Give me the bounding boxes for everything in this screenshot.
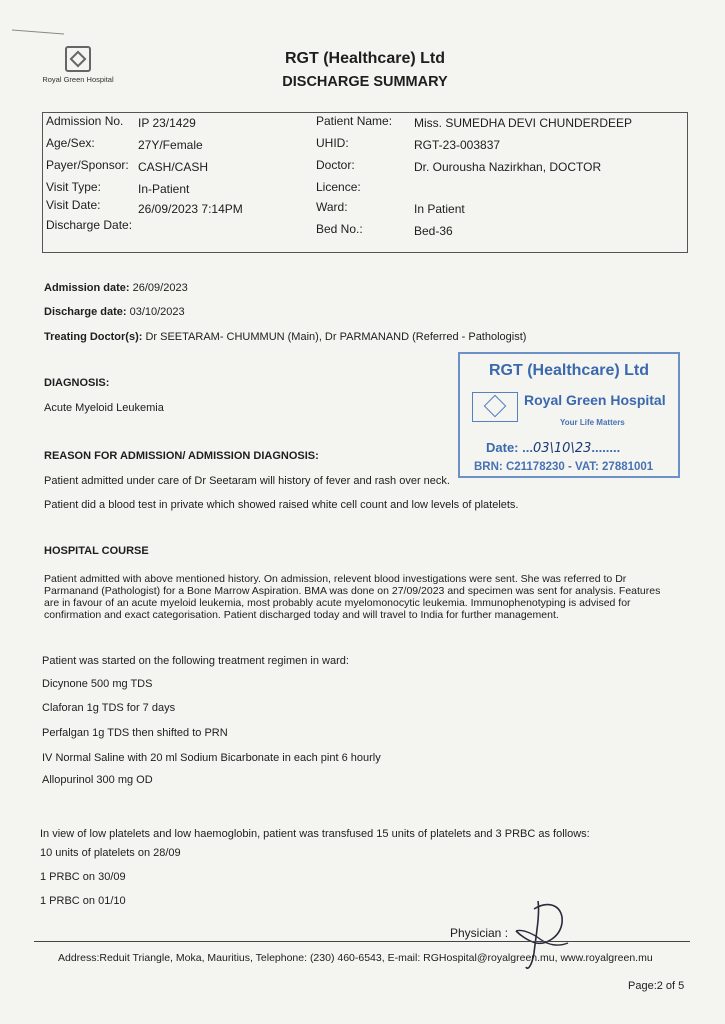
- stamp-brn-vat: BRN: C21178230 - VAT: 27881001: [474, 461, 654, 473]
- treatment-item: Claforan 1g TDS for 7 days: [42, 702, 176, 714]
- value-admission-no: IP 23/1429: [138, 116, 196, 130]
- transfusion-item: 1 PRBC on 30/09: [40, 871, 126, 883]
- value-age-sex: 27Y/Female: [138, 138, 203, 152]
- stamp-tagline: Your Life Matters: [560, 418, 625, 427]
- footer-divider: [34, 941, 690, 942]
- treating-doctors-row: [44, 331, 526, 343]
- hospital-course-line: Patient admitted with above mentioned history. On admission, relevent blood investigations were sent. She was referred to Dr: [44, 573, 627, 585]
- admission-date-row: [44, 282, 188, 294]
- label-bed-no: Bed No.:: [316, 222, 363, 236]
- label-visit-type: Visit Type:: [46, 180, 101, 194]
- admission-date-label: Admission date:: [44, 282, 130, 294]
- discharge-date-row: [44, 306, 185, 318]
- transfusion-intro: In view of low platelets and low haemoglobin, patient was transfused 15 units of platelets and 3 PRBC as follows:: [40, 828, 590, 840]
- discharge-date-label: Discharge date:: [44, 306, 127, 318]
- stamp-date-handwritten: 03\10\23: [532, 441, 592, 456]
- admission-date-value: 26/09/2023: [132, 282, 188, 294]
- treatment-item: Dicynone 500 mg TDS: [42, 678, 153, 690]
- value-doctor: Dr. Ourousha Nazirkhan, DOCTOR: [414, 160, 602, 174]
- footer-address: Address:Reduit Triangle, Moka, Mauritius, Telephone: (230) 460-6543, E-mail: RGHospital@royalgreen.mu, www.royalgreen.mu: [58, 952, 653, 964]
- value-visit-date: 26/09/2023 7:14PM: [138, 202, 243, 216]
- stamp-date-row: [486, 440, 620, 456]
- label-payer: Payer/Sponsor:: [46, 158, 129, 172]
- stamp-diamond-icon: [472, 392, 518, 422]
- label-admission-no: Admission No.: [46, 114, 124, 128]
- diagnosis-text: Acute Myeloid Leukemia: [44, 402, 164, 414]
- reason-heading: REASON FOR ADMISSION/ ADMISSION DIAGNOSIS:: [44, 450, 319, 462]
- hospital-course-line: Parmanand (Pathologist) for a Bone Marrow Aspiration. BMA was done on 27/09/2023 and specimen was sent for analysis. Features: [44, 585, 661, 597]
- stamp-title: RGT (Healthcare) Ltd: [488, 362, 649, 379]
- value-patient-name: Miss. SUMEDHA DEVI CHUNDERDEEP: [414, 116, 633, 130]
- treating-doctors-label: Treating Doctor(s):: [44, 331, 143, 343]
- label-patient-name: Patient Name:: [316, 114, 393, 128]
- value-uhid: RGT-23-003837: [414, 138, 501, 152]
- stamp-date-label: Date: ...: [486, 440, 533, 455]
- value-payer: CASH/CASH: [138, 160, 209, 174]
- label-doctor: Doctor:: [316, 158, 355, 172]
- treatment-item: IV Normal Saline with 20 ml Sodium Bicarbonate in each pint 6 hourly: [42, 752, 381, 764]
- value-bed-no: Bed-36: [414, 224, 453, 238]
- document-title: DISCHARGE SUMMARY: [282, 74, 448, 90]
- hospital-course-line: confirmation and exact categorisation. Patient discharged today and will travel to India for further management.: [44, 609, 559, 621]
- label-discharge-date: Discharge Date:: [46, 218, 133, 232]
- label-licence: Licence:: [316, 180, 361, 194]
- patient-info-box: [42, 112, 688, 253]
- logo-text: Royal Green Hospital: [42, 75, 114, 84]
- value-visit-type: In-Patient: [138, 182, 190, 196]
- page-number: Page:2 of 5: [628, 980, 685, 992]
- physician-label: Physician :: [450, 926, 509, 940]
- label-uhid: UHID:: [316, 136, 349, 150]
- label-ward: Ward:: [316, 200, 348, 214]
- stamp-date-trail: ........: [591, 440, 621, 455]
- transfusion-item: 1 PRBC on 01/10: [40, 895, 126, 907]
- treatment-item: Perfalgan 1g TDS then shifted to PRN: [42, 727, 228, 739]
- transfusion-item: 10 units of platelets on 28/09: [40, 847, 181, 859]
- treatment-item: Allopurinol 300 mg OD: [42, 774, 153, 786]
- label-visit-date: Visit Date:: [46, 198, 101, 212]
- value-ward: In Patient: [414, 202, 465, 216]
- company-title: RGT (Healthcare) Ltd: [284, 50, 445, 67]
- discharge-date-value: 03/10/2023: [129, 306, 185, 318]
- treatment-intro: Patient was started on the following treatment regimen in ward:: [42, 655, 349, 667]
- hospital-stamp: [458, 352, 680, 478]
- hospital-course-line: are in favour of an acute myeloid leukemia, most probably acute myelomonocytic leukemia. Immunophenotyping is advised for: [44, 597, 631, 609]
- treating-doctors-value: Dr SEETARAM- CHUMMUN (Main), Dr PARMANAND (Referred - Pathologist): [145, 331, 527, 343]
- diagnosis-heading: DIAGNOSIS:: [44, 377, 110, 389]
- reason-line-2: Patient did a blood test in private which showed raised white cell count and low levels of platelets.: [44, 499, 519, 511]
- reason-line-1: Patient admitted under care of Dr Seetaram will history of fever and rash over neck.: [44, 475, 450, 487]
- hospital-course-heading: HOSPITAL COURSE: [44, 545, 149, 557]
- pen-mark: [8, 24, 68, 38]
- stamp-hospital-name: Royal Green Hospital: [524, 392, 666, 408]
- label-age-sex: Age/Sex:: [46, 136, 95, 150]
